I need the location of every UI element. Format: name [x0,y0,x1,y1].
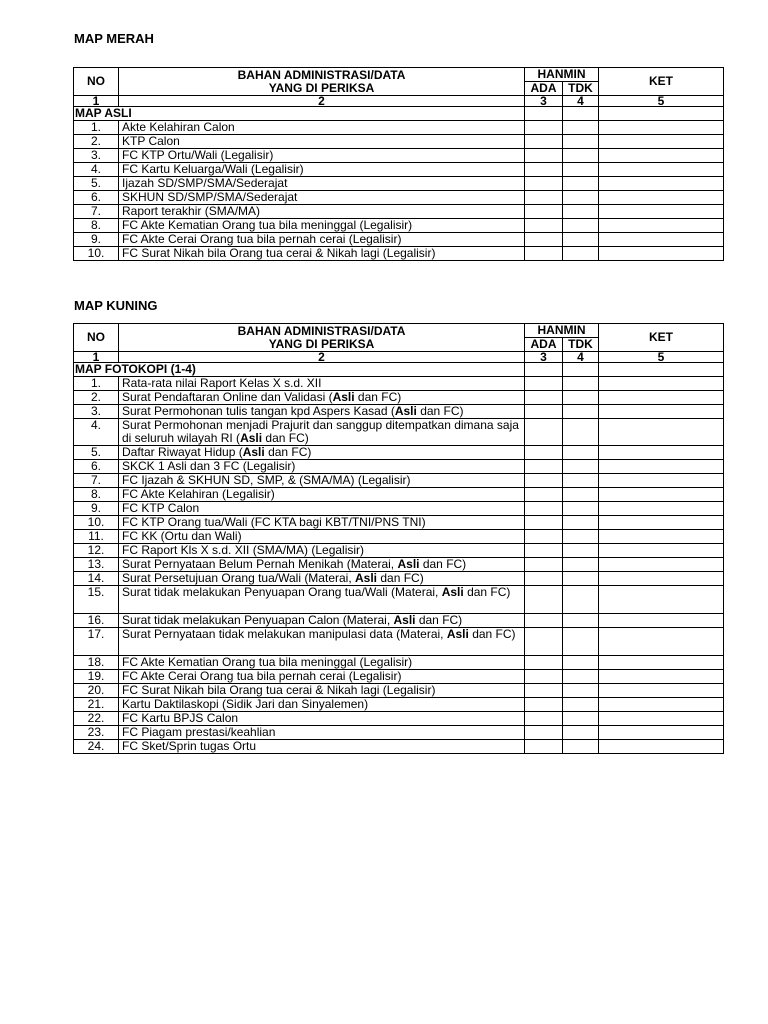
item-text: Ijazah SD/SMP/SMA/Sederajat [119,177,525,191]
ada-cell [525,205,563,219]
ada-header: ADA [525,338,563,352]
map-kuning-title: MAP KUNING [74,298,158,313]
item-text-part: Surat tidak melakukan Penyuapan Orang tua/Wali (Materai, [122,585,442,599]
table-row [74,377,724,391]
tdk-cell [563,191,599,205]
table-row [74,614,724,628]
row-number: 23. [74,726,119,740]
row-number: 9. [74,502,119,516]
item-text-part: Surat Permohonan menjadi Prajurit dan sanggup ditempatkan dimana saja di seluruh wilayah RI ( [122,418,519,445]
item-text [119,460,525,474]
ket-cell [599,205,724,219]
item-text [119,586,525,614]
ket-cell [599,219,724,233]
ada-cell [525,726,563,740]
tdk-cell [563,363,599,377]
table-row [74,474,724,488]
item-text-bold: Asli [446,627,469,641]
tdk-cell [563,247,599,261]
ada-cell [525,219,563,233]
ada-cell [525,474,563,488]
table-row [74,726,724,740]
row-number: 19. [74,670,119,684]
table-row [74,233,724,247]
table-row [74,544,724,558]
item-text-part: Surat Persetujuan Orang tua/Wali (Materai, [122,571,355,585]
item-text [119,530,525,544]
ada-cell [525,586,563,614]
ada-cell [525,163,563,177]
ada-cell [525,670,563,684]
ket-cell [599,656,724,670]
row-number: 6. [74,191,119,205]
ada-cell [525,191,563,205]
tdk-cell [563,586,599,614]
tdk-cell [563,177,599,191]
row-number: 17. [74,628,119,656]
row-number: 12. [74,544,119,558]
item-text: FC Akte Cerai Orang tua bila pernah cerai (Legalisir) [119,233,525,247]
column-number: 2 [119,96,525,107]
item-text [119,572,525,586]
ada-cell [525,419,563,446]
map-merah-table [73,67,724,261]
tdk-cell [563,205,599,219]
item-text: SKHUN SD/SMP/SMA/Sederajat [119,191,525,205]
ada-cell [525,177,563,191]
table-row [74,219,724,233]
ada-cell [525,121,563,135]
hanmin-header: HANMIN [525,324,599,338]
item-text [119,544,525,558]
item-text-part: FC Piagam prestasi/keahlian [122,725,276,739]
no-header: NO [74,68,119,96]
item-text-part: FC Akte Cerai Orang tua bila pernah cerai (Legalisir) [122,669,402,683]
row-number: 5. [74,446,119,460]
hanmin-header: HANMIN [525,68,599,82]
tdk-cell [563,726,599,740]
table-row [74,460,724,474]
ada-cell [525,530,563,544]
ket-cell [599,698,724,712]
item-text-part: SKCK 1 Asli dan 3 FC (Legalisir) [122,459,296,473]
ket-header: KET [599,324,724,352]
tdk-cell [563,558,599,572]
table-row [74,163,724,177]
ket-cell [599,121,724,135]
ket-cell [599,712,724,726]
group-label: MAP ASLI [74,107,525,121]
tdk-header: TDK [563,82,599,96]
ket-cell [599,628,724,656]
tdk-cell [563,488,599,502]
row-number: 24. [74,740,119,754]
ada-cell [525,446,563,460]
column-number: 4 [563,352,599,363]
item-text-part: dan FC) [416,404,464,418]
row-number: 8. [74,488,119,502]
tdk-cell [563,219,599,233]
table-row [74,135,724,149]
ada-cell [525,516,563,530]
item-text: FC Surat Nikah bila Orang tua cerai & Nikah lagi (Legalisir) [119,247,525,261]
tdk-cell [563,405,599,419]
ada-cell [525,572,563,586]
item-text [119,614,525,628]
item-text [119,698,525,712]
item-text: FC Kartu Keluarga/Wali (Legalisir) [119,163,525,177]
item-text [119,712,525,726]
row-number: 16. [74,614,119,628]
ket-cell [599,544,724,558]
tdk-cell [563,712,599,726]
ada-cell [525,684,563,698]
tdk-cell [563,377,599,391]
item-text-part: FC Sket/Sprin tugas Ortu [122,739,257,753]
ket-cell [599,247,724,261]
bahan-header [119,324,525,352]
ket-cell [599,446,724,460]
ket-cell [599,502,724,516]
ket-cell [599,107,724,121]
item-text [119,488,525,502]
column-number: 4 [563,96,599,107]
item-text [119,419,525,446]
tdk-cell [563,572,599,586]
item-text [119,656,525,670]
item-text-part: FC KTP Calon [122,501,200,515]
item-text: FC Akte Kematian Orang tua bila meninggal (Legalisir) [119,219,525,233]
item-text [119,474,525,488]
tdk-cell [563,233,599,247]
map-merah-title: MAP MERAH [74,31,154,46]
column-number-row [74,96,724,107]
row-number: 6. [74,460,119,474]
item-text-bold: Asli [441,585,464,599]
item-text-part: FC Akte Kelahiran (Legalisir) [122,487,275,501]
ada-header: ADA [525,82,563,96]
item-text-part: dan FC) [463,585,511,599]
item-text [119,740,525,754]
ket-cell [599,191,724,205]
item-text [119,446,525,460]
row-number: 11. [74,530,119,544]
row-number: 2. [74,135,119,149]
column-number: 5 [599,96,724,107]
ket-cell [599,363,724,377]
table-row [74,656,724,670]
item-text [119,391,525,405]
ket-header: KET [599,68,724,96]
ket-cell [599,135,724,149]
ada-cell [525,544,563,558]
ada-cell [525,460,563,474]
group-label: MAP FOTOKOPI (1-4) [74,363,525,377]
ada-cell [525,614,563,628]
item-text-bold: Asli [393,613,416,627]
item-text-part: FC Raport Kls X s.d. XII (SMA/MA) (Legalisir) [122,543,365,557]
item-text-part: Rata-rata nilai Raport Kelas X s.d. XII [122,376,322,390]
ket-cell [599,586,724,614]
ada-cell [525,391,563,405]
table-row [74,670,724,684]
table-row [74,740,724,754]
ada-cell [525,405,563,419]
row-number: 13. [74,558,119,572]
ada-cell [525,233,563,247]
ada-cell [525,149,563,163]
row-number: 14. [74,572,119,586]
row-number: 4. [74,163,119,177]
group-row [74,107,724,121]
group-row [74,363,724,377]
item-text-bold: Asli [332,390,355,404]
ket-cell [599,233,724,247]
row-number: 15. [74,586,119,614]
table-row [74,516,724,530]
item-text-part: Surat tidak melakukan Penyuapan Calon (Materai, [122,613,394,627]
bahan-header-line1: BAHAN ADMINISTRASI/DATA [237,323,406,338]
row-number: 18. [74,656,119,670]
column-number: 1 [74,352,119,363]
item-text-part: dan FC) [262,431,309,445]
row-number: 8. [74,219,119,233]
column-number: 2 [119,352,525,363]
row-number: 9. [74,233,119,247]
ket-cell [599,558,724,572]
table-row [74,191,724,205]
tdk-cell [563,121,599,135]
ada-cell [525,107,563,121]
row-number: 10. [74,516,119,530]
table-row [74,177,724,191]
tdk-cell [563,163,599,177]
column-number: 5 [599,352,724,363]
ket-cell [599,530,724,544]
tdk-cell [563,502,599,516]
tdk-cell [563,684,599,698]
item-text-bold: Asli [242,445,265,459]
row-number: 7. [74,474,119,488]
table-row [74,205,724,219]
ada-cell [525,247,563,261]
tdk-cell [563,107,599,121]
tdk-cell [563,446,599,460]
table-row [74,502,724,516]
item-text [119,405,525,419]
map-kuning-table [73,323,724,754]
item-text [119,377,525,391]
ket-cell [599,177,724,191]
item-text: Raport terakhir (SMA/MA) [119,205,525,219]
ket-cell [599,163,724,177]
table-row [74,530,724,544]
bahan-header-line1: BAHAN ADMINISTRASI/DATA [237,67,406,82]
tdk-cell [563,614,599,628]
column-number: 3 [525,96,563,107]
tdk-cell [563,544,599,558]
ket-cell [599,740,724,754]
tdk-cell [563,474,599,488]
tdk-cell [563,149,599,163]
row-number: 7. [74,205,119,219]
ket-cell [599,474,724,488]
item-text [119,558,525,572]
ada-cell [525,558,563,572]
item-text: Akte Kelahiran Calon [119,121,525,135]
ada-cell [525,698,563,712]
column-number: 3 [525,352,563,363]
tdk-header: TDK [563,338,599,352]
ket-cell [599,391,724,405]
table-row [74,149,724,163]
table-row [74,712,724,726]
item-text-bold: Asli [355,571,378,585]
table-row [74,121,724,135]
item-text-part: dan FC) [377,571,424,585]
table-row [74,698,724,712]
row-number: 1. [74,377,119,391]
table-row [74,405,724,419]
ket-cell [599,419,724,446]
tdk-cell [563,135,599,149]
item-text [119,516,525,530]
tdk-cell [563,740,599,754]
column-number: 1 [74,96,119,107]
item-text: FC KTP Ortu/Wali (Legalisir) [119,149,525,163]
table-row [74,572,724,586]
ket-cell [599,614,724,628]
row-number: 4. [74,419,119,446]
ada-cell [525,740,563,754]
table-row [74,684,724,698]
item-text-part: FC Surat Nikah bila Orang tua cerai & Nikah lagi (Legalisir) [122,683,436,697]
ket-cell [599,684,724,698]
item-text-part: FC Kartu BPJS Calon [122,711,239,725]
item-text: KTP Calon [119,135,525,149]
table-row [74,391,724,405]
item-text-part: FC Akte Kematian Orang tua bila meninggal (Legalisir) [122,655,413,669]
item-text-part: dan FC) [415,613,463,627]
ada-cell [525,628,563,656]
item-text [119,502,525,516]
table-row [74,419,724,446]
ket-cell [599,149,724,163]
tdk-cell [563,516,599,530]
tdk-cell [563,419,599,446]
ket-cell [599,405,724,419]
ket-cell [599,516,724,530]
ket-cell [599,460,724,474]
ket-cell [599,670,724,684]
tdk-cell [563,670,599,684]
tdk-cell [563,530,599,544]
item-text-part: FC KK (Ortu dan Wali) [122,529,242,543]
ada-cell [525,712,563,726]
bahan-header-line2: YANG DI PERIKSA [268,336,375,351]
table-row [74,247,724,261]
tdk-cell [563,628,599,656]
item-text [119,726,525,740]
item-text-part: FC Ijazah & SKHUN SD, SMP, & (SMA/MA) (Legalisir) [122,473,411,487]
item-text-part: Surat Pernyataan Belum Pernah Menikah (Materai, [122,557,398,571]
table-row [74,558,724,572]
ada-cell [525,377,563,391]
table-row [74,628,724,656]
bahan-header [119,68,525,96]
item-text-part: dan FC) [468,627,516,641]
item-text [119,684,525,698]
bahan-header-line2: YANG DI PERIKSA [268,80,375,95]
item-text-part: dan FC) [419,557,467,571]
tdk-cell [563,698,599,712]
row-number: 21. [74,698,119,712]
ket-cell [599,726,724,740]
table-row [74,446,724,460]
item-text-bold: Asli [240,431,263,445]
ada-cell [525,656,563,670]
table-row [74,488,724,502]
tdk-cell [563,391,599,405]
table-row [74,586,724,614]
tdk-cell [563,656,599,670]
item-text-part: dan FC) [354,390,402,404]
item-text-part: Daftar Riwayat Hidup ( [122,445,243,459]
ada-cell [525,135,563,149]
item-text-part: dan FC) [264,445,312,459]
item-text-part: Surat Pernyataan tidak melakukan manipulasi data (Materai, [122,627,447,641]
column-number-row [74,352,724,363]
item-text-part: Kartu Daktilaskopi (Sidik Jari dan Sinyalemen) [122,697,369,711]
row-number: 3. [74,405,119,419]
ket-cell [599,572,724,586]
row-number: 3. [74,149,119,163]
row-number: 2. [74,391,119,405]
item-text-part: Surat Pendaftaran Online dan Validasi ( [122,390,333,404]
item-text-bold: Asli [394,404,417,418]
row-number: 22. [74,712,119,726]
item-text [119,670,525,684]
no-header: NO [74,324,119,352]
row-number: 5. [74,177,119,191]
ada-cell [525,488,563,502]
row-number: 20. [74,684,119,698]
item-text-part: FC KTP Orang tua/Wali (FC KTA bagi KBT/TNI/PNS TNI) [122,515,426,529]
item-text-bold: Asli [397,557,420,571]
ada-cell [525,363,563,377]
item-text [119,628,525,656]
ket-cell [599,488,724,502]
item-text-part: Surat Permohonan tulis tangan kpd Aspers Kasad ( [122,404,395,418]
row-number: 1. [74,121,119,135]
tdk-cell [563,460,599,474]
ket-cell [599,377,724,391]
row-number: 10. [74,247,119,261]
ada-cell [525,502,563,516]
